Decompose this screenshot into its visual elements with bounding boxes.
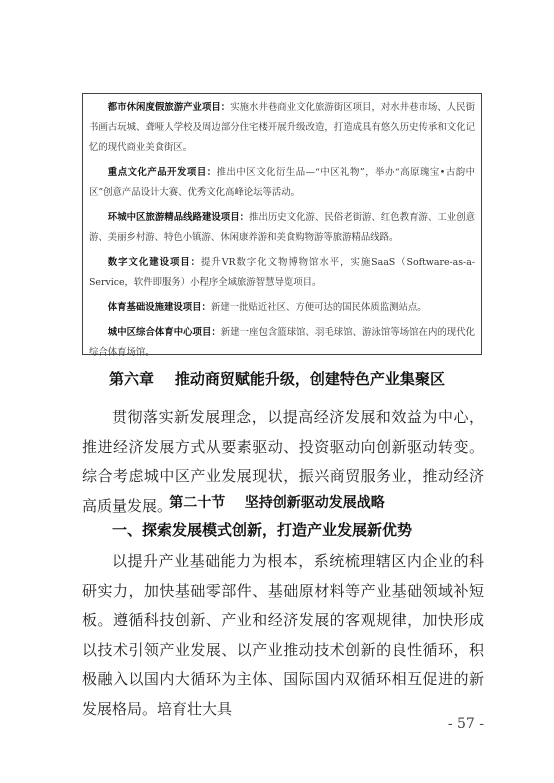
project-item-text: 推出历史文化游、民俗老街游、红色教育游、工业创意游、美丽乡村游、特色小镇游、休闲康养游和美食购物游等旅游精品线路。 (89, 212, 475, 243)
subheading: 一、探索发展模式创新，打造产业发展新优势 (112, 521, 413, 539)
project-item (89, 298, 475, 318)
project-item-text: 实施水井巷商业文化旅游街区项目，对水井巷市场、人民街书画古玩城、聋哑人学校及周边部分住宅楼开展升级改造，打造成具有悠久历史传承和文化记忆的现代商业美食街区。 (89, 102, 475, 153)
project-item-head: 体育基础设施建设项目： (107, 302, 211, 313)
body-paragraph: 贯彻落实新发展理念，以提高经济发展和效益为中心，推进经济发展方式从要素驱动、投资驱动向创新驱动转变。综合考虑城中区产业发展现状，振兴商贸服务业，推动经济高质量发展。 (82, 408, 484, 515)
page-number: - 57 - (447, 716, 484, 732)
project-item-head: 重点文化产品开发项目： (107, 167, 217, 178)
chapter-title: 第六章 推动商贸赋能升级，创建特色产业集聚区 (109, 370, 445, 388)
project-item-head: 环城中区旅游精品线路建设项目： (107, 212, 250, 223)
project-item-head: 数字文化建设项目： (107, 257, 202, 268)
body-paragraph: 以提升产业基础能力为根本，系统梳理辖区内企业的科研实力，加快基础零部件、基础原材料等产业基础领域补短板。遵循科技创新、产业和经济发展的客观规律，加快形成以技术引领产业发展、以产业推动技术创新的良性循环，积极融入以国内大循环为主体、国际国内双循环相互促进的新发展格局。培育壮大具 (82, 552, 484, 718)
project-item-head: 城中区综合体育中心项目： (107, 327, 221, 338)
project-item (89, 163, 475, 203)
project-item-text: 推出中区文化衍生品—“中区礼物”，举办“高原瑰宝•古韵中区”创意产品设计大赛、优秀文化高峰论坛等活动。 (89, 167, 475, 198)
project-item-text: 新建一批贴近社区、方便可达的国民体质监测站点。 (210, 302, 427, 313)
project-item (89, 323, 475, 363)
project-item-text: 提升VR数字化文物博物馆水平，实施SaaS（Software-as-a-Service，软件即服务）小程序全域旅游智慧导览项目。 (89, 257, 475, 288)
project-box (82, 93, 482, 358)
project-item (89, 253, 475, 293)
project-item-text: 新建一座包含篮球馆、羽毛球馆、游泳馆等场馆在内的现代化综合体育场馆。 (89, 327, 475, 358)
project-item (89, 208, 475, 248)
section-title: 第二十节 坚持创新驱动发展战略 (169, 495, 385, 511)
project-item-head: 都市休闲度假旅游产业项目： (107, 102, 231, 113)
project-item (89, 98, 475, 158)
